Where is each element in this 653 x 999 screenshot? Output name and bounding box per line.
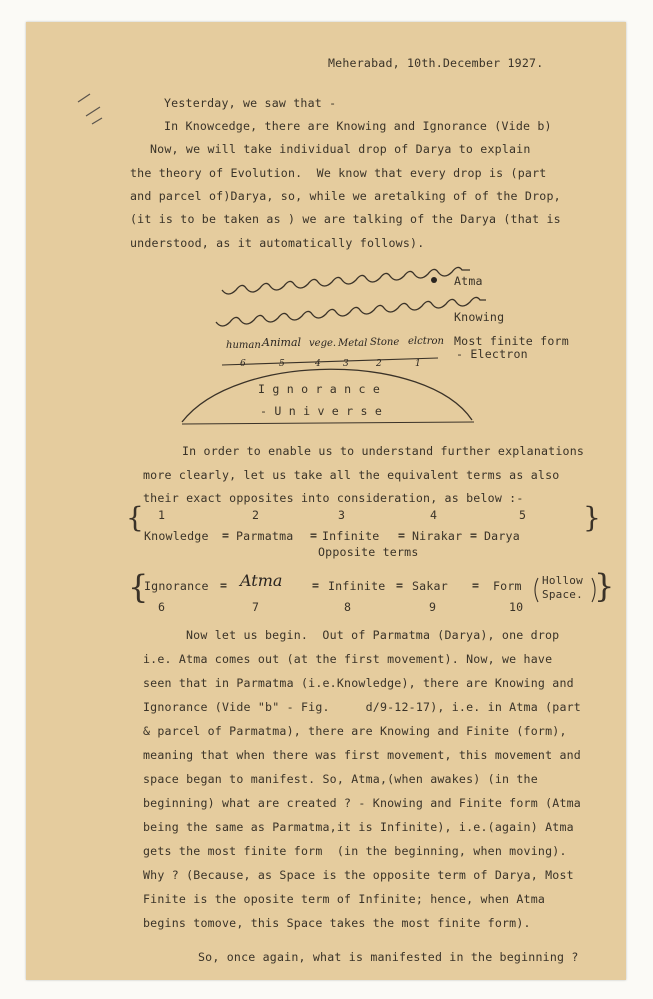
ignorance-label: I g n o r a n c e xyxy=(258,382,381,396)
equals-sign: = xyxy=(222,528,230,542)
intro-line: and parcel of)Darya, so, while we aretalking of of the Drop, xyxy=(130,189,561,203)
term-number: 7 xyxy=(252,600,260,614)
form-human: human xyxy=(226,340,261,351)
equals-sign: = xyxy=(470,528,478,542)
term-hollow: Hollow xyxy=(542,574,583,587)
terms-intro-line: their exact opposites into consideration, as below :- xyxy=(143,491,524,505)
body-line: Ignorance (Vide "b" - Fig. d/9-12-17), i.e. in Atma (part xyxy=(143,700,581,714)
term-sakar: Sakar xyxy=(412,579,448,593)
form-vegetable: vege. xyxy=(309,338,337,349)
form-metal: Metal xyxy=(338,338,368,349)
atma-dot xyxy=(431,277,437,283)
term-infinite: Infinite xyxy=(322,529,380,543)
opposite-terms-heading: Opposite terms xyxy=(318,545,419,559)
body-line: meaning that when there was first movement, this movement and xyxy=(143,748,581,762)
dateline: Meherabad, 10th.December 1927. xyxy=(328,56,544,70)
term-number: 8 xyxy=(344,600,352,614)
term-space: Space. xyxy=(542,588,583,601)
body-line: Now let us begin. Out of Parmatma (Darya), one drop xyxy=(186,628,560,642)
universe-label: - U n i v e r s e xyxy=(260,404,383,418)
term-number: 1 xyxy=(158,508,166,522)
body-line: begins tomove, this Space takes the most finite form). xyxy=(143,916,531,930)
term-knowledge: Knowledge xyxy=(144,529,209,543)
body-line: gets the most finite form (in the beginning, when moving). xyxy=(143,844,567,858)
pencil-marks xyxy=(78,94,102,124)
knowing-loop-line xyxy=(216,297,486,326)
terms-intro-line: In order to enable us to understand further explanations xyxy=(182,444,585,458)
form-number: 5 xyxy=(279,359,285,369)
forms-baseline xyxy=(222,358,438,365)
term-infinite-opposite: Infinite xyxy=(328,579,386,593)
term-darya: Darya xyxy=(484,529,520,543)
term-atma-handwritten: Atma xyxy=(240,571,283,590)
term-parmatma: Parmatma xyxy=(236,529,294,543)
left-brace-bottom: { xyxy=(128,568,149,606)
term-nirakar: Nirakar xyxy=(412,529,463,543)
form-animal: Animal xyxy=(262,336,302,349)
term-number: 3 xyxy=(338,508,346,522)
body-line: Why ? (Because, as Space is the opposite term of Darya, Most xyxy=(143,868,574,882)
term-number: 4 xyxy=(430,508,438,522)
intro-line: Yesterday, we saw that - xyxy=(164,96,337,110)
form-stone: Stone xyxy=(370,337,400,348)
closing-line: So, once again, what is manifested in the beginning ? xyxy=(198,950,579,964)
equals-sign: = xyxy=(310,528,318,542)
body-line: space began to manifest. So, Atma,(when awakes) (in the xyxy=(143,772,538,786)
term-number: 2 xyxy=(252,508,260,522)
term-number: 5 xyxy=(519,508,527,522)
intro-line: Now, we will take individual drop of Darya to explain xyxy=(150,142,531,156)
term-number: 9 xyxy=(429,600,437,614)
form-number: 6 xyxy=(240,359,246,369)
most-finite-label: Most finite form xyxy=(454,334,569,348)
body-line: being the same as Parmatma,it is Infinite), i.e.(again) Atma xyxy=(143,820,574,834)
intro-line: understood, as it automatically follows). xyxy=(130,236,425,250)
term-number: 10 xyxy=(509,600,524,614)
body-line: seen that in Parmatma (i.e.Knowledge), there are Knowing and xyxy=(143,676,574,690)
body-line: Finite is the oposite term of Infinite; hence, when Atma xyxy=(143,892,546,906)
body-line: i.e. Atma comes out (at the first movement). Now, we have xyxy=(143,652,553,666)
atma-label: Atma xyxy=(454,274,483,288)
term-number: 6 xyxy=(158,600,166,614)
intro-line: the theory of Evolution. We know that every drop is (part xyxy=(130,166,547,180)
term-ignorance: Ignorance xyxy=(144,579,209,593)
form-electron: elctron xyxy=(408,336,444,347)
left-brace-top: { xyxy=(126,501,144,534)
terms-intro-line: more clearly, let us take all the equivalent terms as also xyxy=(143,468,560,482)
intro-line: (it is to be taken as ) we are talking of the Darya (that is xyxy=(130,212,561,226)
form-number: 1 xyxy=(415,359,421,369)
equals-sign: = xyxy=(396,578,404,592)
equals-sign: = xyxy=(472,578,480,592)
arch-base xyxy=(182,422,474,424)
form-number: 3 xyxy=(343,359,349,369)
form-number: 4 xyxy=(315,359,321,369)
document-page xyxy=(26,22,626,980)
electron-label: - Electron xyxy=(456,347,528,361)
body-line: & parcel of Parmatma), there are Knowing and Finite (form), xyxy=(143,724,567,738)
right-brace-bottom: } xyxy=(594,567,615,605)
body-line: beginning) what are created ? - Knowing and Finite form (Atma xyxy=(143,796,581,810)
form-number: 2 xyxy=(376,359,382,369)
intro-line: In Knowcedge, there are Knowing and Ignorance (Vide b) xyxy=(164,119,552,133)
right-brace-top: } xyxy=(583,501,601,534)
equals-sign: = xyxy=(220,578,228,592)
equals-sign: = xyxy=(398,528,406,542)
term-form: Form xyxy=(493,579,522,593)
equals-sign: = xyxy=(312,578,320,592)
knowing-label: Knowing xyxy=(454,310,505,324)
